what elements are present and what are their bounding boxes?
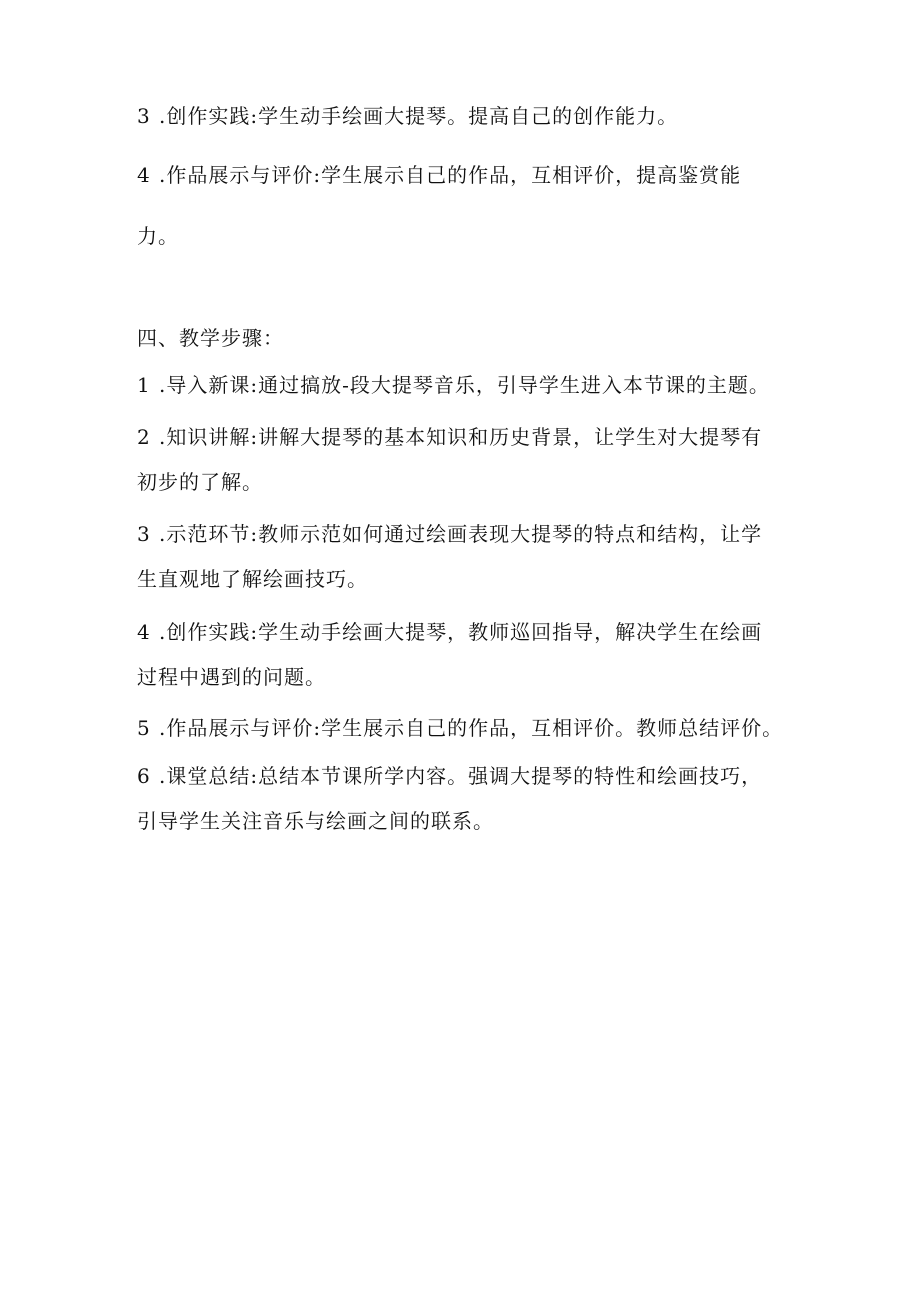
step-text: .示范环节:教师示范如何通过绘画表现大提琴的特点和结构，让学 (159, 522, 763, 546)
item-text: .创作实践:学生动手绘画大提琴。提高自己的创作能力。 (159, 104, 679, 128)
step-item (137, 761, 837, 791)
step-number: 4 (137, 620, 151, 644)
step-continuation: 引导学生关注音乐与绘画之间的联系。 (137, 809, 494, 833)
step-number: 3 (137, 522, 151, 546)
item-number: 3 (137, 104, 151, 128)
step-number: 5 (137, 716, 151, 740)
item-continuation: 力。 (137, 224, 179, 248)
list-item (137, 160, 837, 190)
step-item (137, 713, 837, 743)
step-item (137, 617, 837, 647)
step-text: .创作实践:学生动手绘画大提琴，教师巡回指导，解决学生在绘画 (159, 620, 763, 644)
step-text: .作品展示与评价:学生展示自己的作品，互相评价。教师总结评价。 (159, 716, 784, 740)
list-item (137, 101, 837, 131)
step-number: 2 (137, 425, 151, 449)
section-heading: 四、教学步骤： (137, 326, 284, 350)
step-continuation: 初步的了解。 (137, 470, 263, 494)
step-text: .课堂总结:总结本节课所学内容。强调大提琴的特性和绘画技巧， (159, 764, 763, 788)
step-continuation: 过程中遇到的问题。 (137, 665, 326, 689)
step-continuation: 生直观地了解绘画技巧。 (137, 567, 368, 591)
step-text: .知识讲解:讲解大提琴的基本知识和历史背景，让学生对大提琴有 (159, 425, 763, 449)
item-number: 4 (137, 163, 151, 187)
step-text: .导入新课:通过搞放-段大提琴音乐，引导学生进入本节课的主题。 (159, 373, 770, 397)
step-number: 6 (137, 764, 151, 788)
step-number: 1 (137, 373, 151, 397)
item-text: .作品展示与评价:学生展示自己的作品，互相评价，提高鉴赏能 (159, 163, 742, 187)
step-item (137, 519, 837, 549)
step-item (137, 370, 837, 400)
step-item (137, 422, 837, 452)
